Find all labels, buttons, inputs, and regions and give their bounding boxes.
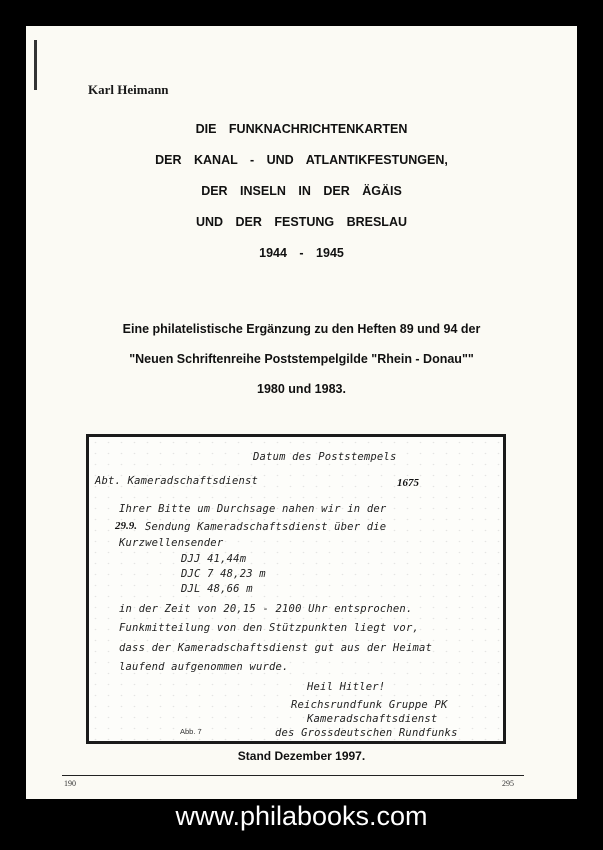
- handwritten-date: 29.9.: [115, 520, 137, 532]
- title-line: UND DER FESTUNG BRESLAU: [195, 215, 408, 229]
- title-line: DER INSELN IN DER ÄGÄIS: [201, 184, 402, 198]
- card-line: dass der Kameradschaftsdienst gut aus der Heimat: [119, 642, 433, 654]
- document-page: [26, 26, 577, 799]
- title-line: DIE FUNKNACHRICHTENKARTEN: [195, 122, 408, 136]
- binding-mark: [34, 40, 37, 90]
- subtitle-block: [26, 322, 577, 412]
- subtitle-line: "Neuen Schriftenreihe Poststempelgilde "Rhein - Donau"": [129, 352, 474, 366]
- card-line: Kameradschaftsdienst: [307, 713, 438, 725]
- footer-url[interactable]: www.philabooks.com: [175, 801, 428, 831]
- card-line: Ihrer Bitte um Durchsage nahen wir in der: [119, 503, 387, 515]
- card-line: laufend aufgenommen wurde.: [119, 661, 289, 673]
- page-number-right: 295: [502, 779, 514, 788]
- date-note: Stand Dezember 1997.: [237, 749, 366, 763]
- card-line: des Grossdeutschen Rundfunks: [275, 727, 458, 739]
- radio-message-card: [86, 434, 506, 744]
- card-line: DJL 48,66 m: [181, 583, 253, 595]
- card-line: Datum des Poststempels: [253, 451, 397, 463]
- card-line: Funkmitteilung von den Stützpunkten liegt vor,: [119, 622, 419, 634]
- card-line: Reichsrundfunk Gruppe PK: [291, 699, 448, 711]
- card-line: Kurzwellensender: [119, 537, 224, 549]
- card-line: Heil Hitler!: [307, 681, 386, 693]
- card-line: DJJ 41,44m: [181, 553, 247, 565]
- card-line: Sendung Kameradschaftsdienst über die: [145, 521, 387, 533]
- card-line: in der Zeit von 20,15 - 2100 Uhr entsprochen.: [119, 603, 413, 615]
- title-years: 1944 - 1945: [259, 246, 344, 260]
- title-line: DER KANAL - UND ATLANTIKFESTUNGEN,: [155, 153, 448, 167]
- card-line: Abt. Kameradschaftsdienst: [95, 475, 259, 487]
- figure-label: Abb. 7: [180, 727, 202, 736]
- subtitle-line: Eine philatelistische Ergänzung zu den Heften 89 und 94 der: [122, 322, 481, 336]
- card-line: DJC 7 48,23 m: [181, 568, 266, 580]
- title-block: [26, 122, 577, 277]
- page-number-left: 190: [64, 779, 76, 788]
- author: Karl Heimann: [88, 82, 169, 97]
- subtitle-line: 1980 und 1983.: [257, 382, 346, 396]
- handwritten-number: 1675: [397, 477, 419, 489]
- footer-rule: [62, 775, 524, 776]
